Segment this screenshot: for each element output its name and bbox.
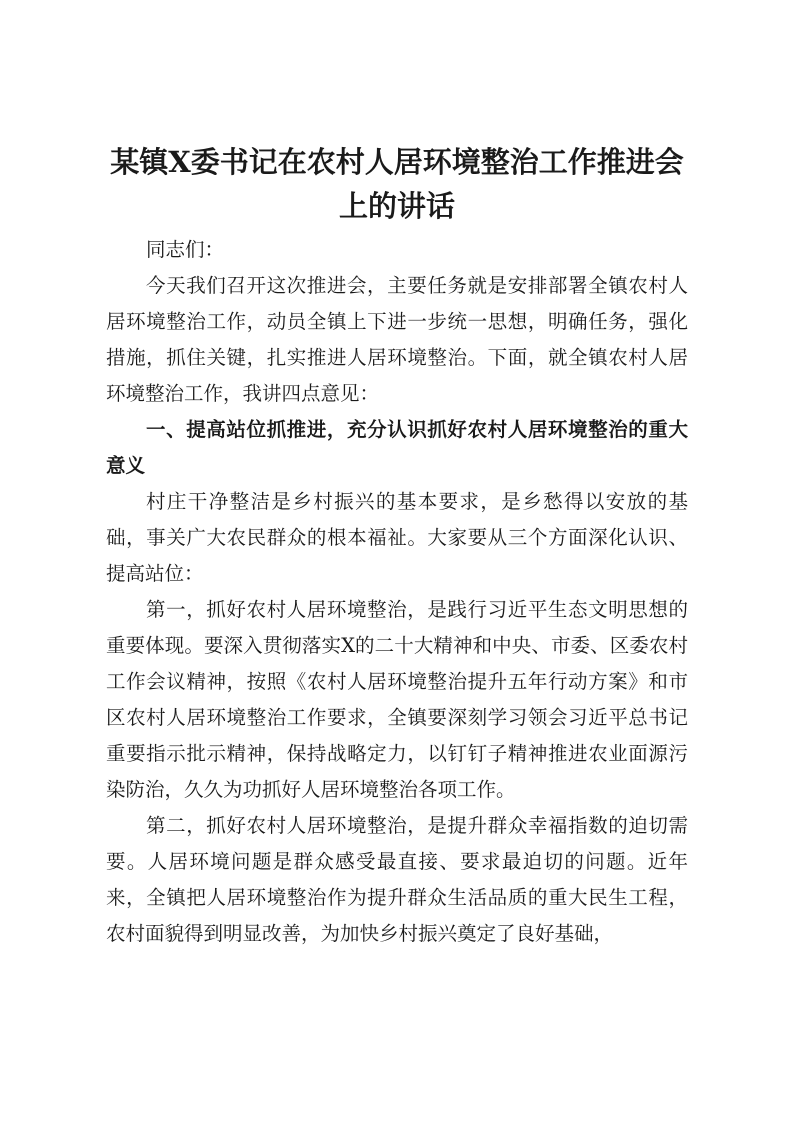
section-heading-1: 一、提高站位抓推进，充分认识抓好农村人居环境整治的重大意义 bbox=[106, 418, 688, 477]
body-paragraph: 第二，抓好农村人居环境整治，是提升群众幸福指数的迫切需要。人居环境问题是群众感受最直接、要求最迫切的问题。近年来，全镇把人居环境整治作为提升群众生活品质的重大民生工程，农村面貌得到明显改善，为加快乡村振兴奠定了良好基础， bbox=[106, 814, 688, 945]
salutation: 同志们： bbox=[146, 238, 225, 261]
body-paragraph: 第一，抓好农村人居环境整治，是践行习近平生态文明思想的重要体现。要深入贯彻落实X的二十大精神和中央、市委、区委农村工作会议精神，按照《农村人居环境整治提升五年行动方案》和市区农村人居环境整治工作要求，全镇要深刻学习领会习近平总书记重要指示批示精神，保持战略定力，以钉钉子精神推进农业面源污染防治，久久为功抓好人居环境整治各项工作。 bbox=[106, 598, 688, 801]
document-page bbox=[106, 140, 688, 952]
body-paragraph: 村庄干净整洁是乡村振兴的基本要求，是乡愁得以安放的基础，事关广大农民群众的根本福祉。大家要从三个方面深化认识、提高站位： bbox=[106, 490, 688, 585]
intro-paragraph: 今天我们召开这次推进会，主要任务就是安排部署全镇农村人居环境整治工作，动员全镇上下进一步统一思想，明确任务，强化措施，抓住关键，扎实推进人居环境整治。下面，就全镇农村人居环境整治工作，我讲四点意见： bbox=[106, 274, 688, 405]
document-title: 某镇X委书记在农村人居环境整治工作推进会上的讲话 bbox=[110, 145, 684, 223]
